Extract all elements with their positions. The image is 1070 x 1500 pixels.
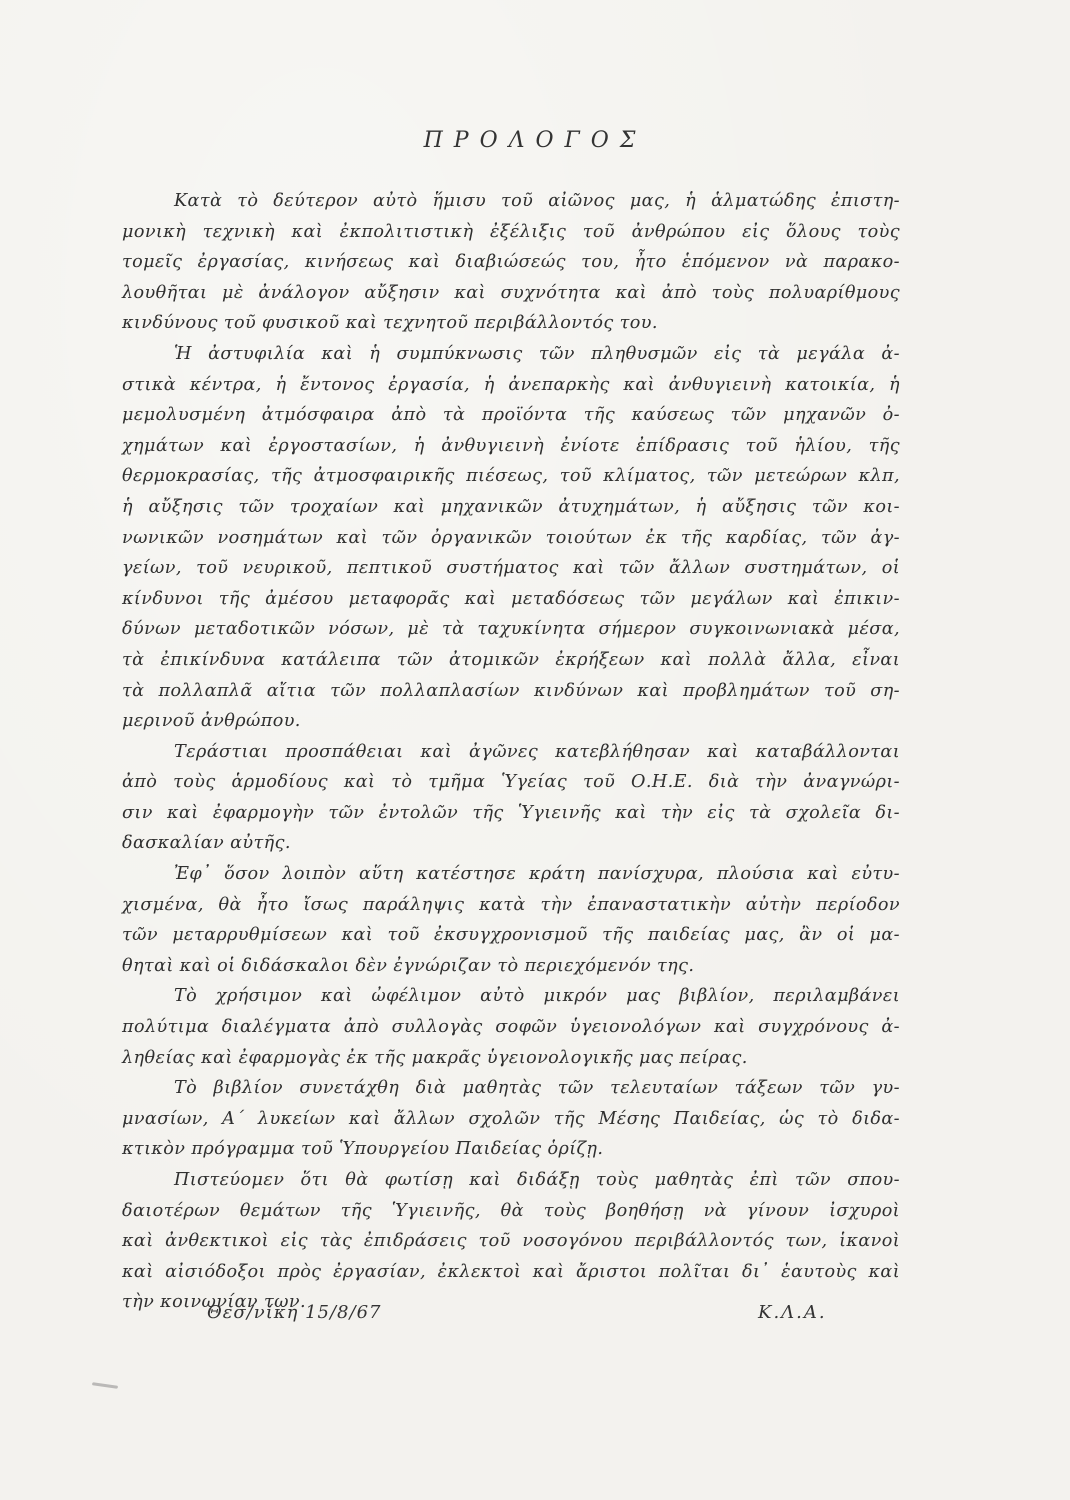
- text-line: Τεράστιαι προσπάθειαι καὶ ἀγῶνες κατεβλήθησαν καὶ καταβάλλονται: [174, 741, 900, 762]
- text-line: νωνικῶν νοσημάτων καὶ τῶν ὀργανικῶν τοιούτων ἐκ τῆς καρδίας, τῶν ἀγ-: [122, 527, 900, 548]
- text-line: χισμένα, θὰ ἦτο ἴσως παράληψις κατὰ τὴν ἐπαναστατικὴν αὐτὴν περίοδον: [122, 894, 900, 915]
- text-line: μονικὴ τεχνικὴ καὶ ἐκπολιτιστικὴ ἐξέλιξις τοῦ ἀνθρώπου εἰς ὅλους τοὺς: [122, 221, 900, 242]
- text-line: κτικὸν πρόγραμμα τοῦ Ὑπουργείου Παιδείας ὁρίζῃ.: [122, 1139, 604, 1160]
- text-line: τομεῖς ἐργασίας, κινήσεως καὶ διαβιώσεώς του, ἦτο ἑπόμενον νὰ παρακο-: [122, 252, 900, 273]
- text-line: τὰ ἐπικίνδυνα κατάλειπα τῶν ἀτομικῶν ἐκρήξεων καὶ πολλὰ ἄλλα, εἶναι: [122, 649, 900, 670]
- text-line: δύνων μεταδοτικῶν νόσων, μὲ τὰ ταχυκίνητα σήμερον συγκοινωνιακὰ μέσα,: [122, 619, 900, 640]
- text-line: τῶν μεταρρυθμίσεων καὶ τοῦ ἐκσυγχρονισμοῦ τῆς παιδείας μας, ἂν οἱ μα-: [122, 925, 900, 946]
- text-line: σιν καὶ ἐφαρμογὴν τῶν ἐντολῶν τῆς Ὑγιεινῆς καὶ τὴν εἰς τὰ σχολεῖα δι-: [122, 802, 900, 823]
- text-line: μεμολυσμένη ἀτμόσφαιρα ἀπὸ τὰ προϊόντα τῆς καύσεως τῶν μηχανῶν ὀ-: [122, 405, 900, 426]
- text-line: τὴν κοινωνίαν των.: [122, 1292, 306, 1313]
- place-date: Θεσ/νίκη 15/8/67: [207, 1302, 382, 1323]
- text-line: κίνδυνοι τῆς ἀμέσου μεταφορᾶς καὶ μεταδόσεως τῶν μεγάλων καὶ ἐπικιν-: [122, 588, 900, 609]
- text-line: Τὸ βιβλίον συνετάχθη διὰ μαθητὰς τῶν τελευταίων τάξεων τῶν γυ-: [174, 1078, 900, 1099]
- page-title: ΠΡΟΛΟΓΟΣ: [423, 128, 647, 153]
- text-line: Ἐφ᾽ ὅσον λοιπὸν αὕτη κατέστησε κράτη πανίσχυρα, πλούσια καὶ εὐτυ-: [174, 864, 900, 885]
- text-line: ἀπὸ τοὺς ἁρμοδίους καὶ τὸ τμῆμα Ὑγείας τοῦ Ο.Η.Ε. διὰ τὴν ἀναγνώρι-: [122, 772, 900, 793]
- text-line: δαιοτέρων θεμάτων τῆς Ὑγιεινῆς, θὰ τοὺς βοηθήσῃ νὰ γίνουν ἰσχυροὶ: [122, 1200, 900, 1221]
- text-line: καὶ αἰσιόδοξοι πρὸς ἐργασίαν, ἐκλεκτοὶ καὶ ἄριστοι πολῖται δι᾽ ἑαυτοὺς καὶ: [122, 1261, 900, 1282]
- author-initials: Κ.Λ.Α.: [758, 1302, 827, 1323]
- text-line: ληθείας καὶ ἐφαρμογὰς ἐκ τῆς μακρᾶς ὑγειονολογικῆς μας πείρας.: [122, 1047, 748, 1068]
- text-line: λουθῆται μὲ ἀνάλογον αὔξησιν καὶ συχνότητα καὶ ἀπὸ τοὺς πολυαρίθμους: [122, 282, 900, 303]
- text-line: Τὸ χρήσιμον καὶ ὠφέλιμον αὐτὸ μικρόν μας βιβλίον, περιλαμβάνει: [174, 986, 900, 1007]
- text-line: καὶ ἀνθεκτικοὶ εἰς τὰς ἐπιδράσεις τοῦ νοσογόνου περιβάλλοντός των, ἱκανοὶ: [122, 1231, 900, 1252]
- prologue-body: [122, 186, 900, 1318]
- text-line: δασκαλίαν αὐτῆς.: [122, 833, 291, 854]
- text-line: Πιστεύομεν ὅτι θὰ φωτίσῃ καὶ διδάξῃ τοὺς μαθητὰς ἐπὶ τῶν σπου-: [174, 1170, 900, 1190]
- text-line: μνασίων, Α΄ λυκείων καὶ ἄλλων σχολῶν τῆς Μέσης Παιδείας, ὡς τὸ διδα-: [122, 1108, 900, 1129]
- text-line: πολύτιμα διαλέγματα ἀπὸ συλλογὰς σοφῶν ὑγειονολόγων καὶ συγχρόνους ἀ-: [122, 1017, 900, 1038]
- paper-smudge: [92, 1382, 118, 1389]
- text-line: Κατὰ τὸ δεύτερον αὐτὸ ἥμισυ τοῦ αἰῶνος μας, ἡ ἁλματώδης ἐπιστη-: [174, 191, 900, 211]
- text-line: χημάτων καὶ ἐργοστασίων, ἡ ἀνθυγιεινὴ ἐνίοτε ἐπίδρασις τοῦ ἡλίου, τῆς: [122, 435, 900, 456]
- text-line: ἡ αὔξησις τῶν τροχαίων καὶ μηχανικῶν ἀτυχημάτων, ἡ αὔξησις τῶν κοι-: [122, 496, 900, 517]
- text-line: γείων, τοῦ νευρικοῦ, πεπτικοῦ συστήματος καὶ τῶν ἄλλων συστημάτων, οἱ: [122, 558, 900, 579]
- text-line: μερινοῦ ἀνθρώπου.: [122, 711, 301, 732]
- text-line: στικὰ κέντρα, ἡ ἔντονος ἐργασία, ἡ ἀνεπαρκὴς καὶ ἀνθυγιεινὴ κατοικία, ἡ: [122, 374, 900, 395]
- text-line: θηταὶ καὶ οἱ διδάσκαλοι δὲν ἐγνώριζαν τὸ περιεχόμενόν της.: [122, 955, 695, 976]
- text-line: Ἡ ἀστυφιλία καὶ ἡ συμπύκνωσις τῶν πληθυσμῶν εἰς τὰ μεγάλα ἀ-: [174, 343, 900, 364]
- text-line: τὰ πολλαπλᾶ αἴτια τῶν πολλαπλασίων κινδύνων καὶ προβλημάτων τοῦ ση-: [122, 680, 900, 701]
- text-line: κινδύνους τοῦ φυσικοῦ καὶ τεχνητοῦ περιβάλλοντός του.: [122, 313, 658, 334]
- signoff: [0, 1302, 1070, 1332]
- text-line: θερμοκρασίας, τῆς ἀτμοσφαιρικῆς πιέσεως, τοῦ κλίματος, τῶν μετεώρων κλπ,: [122, 466, 900, 487]
